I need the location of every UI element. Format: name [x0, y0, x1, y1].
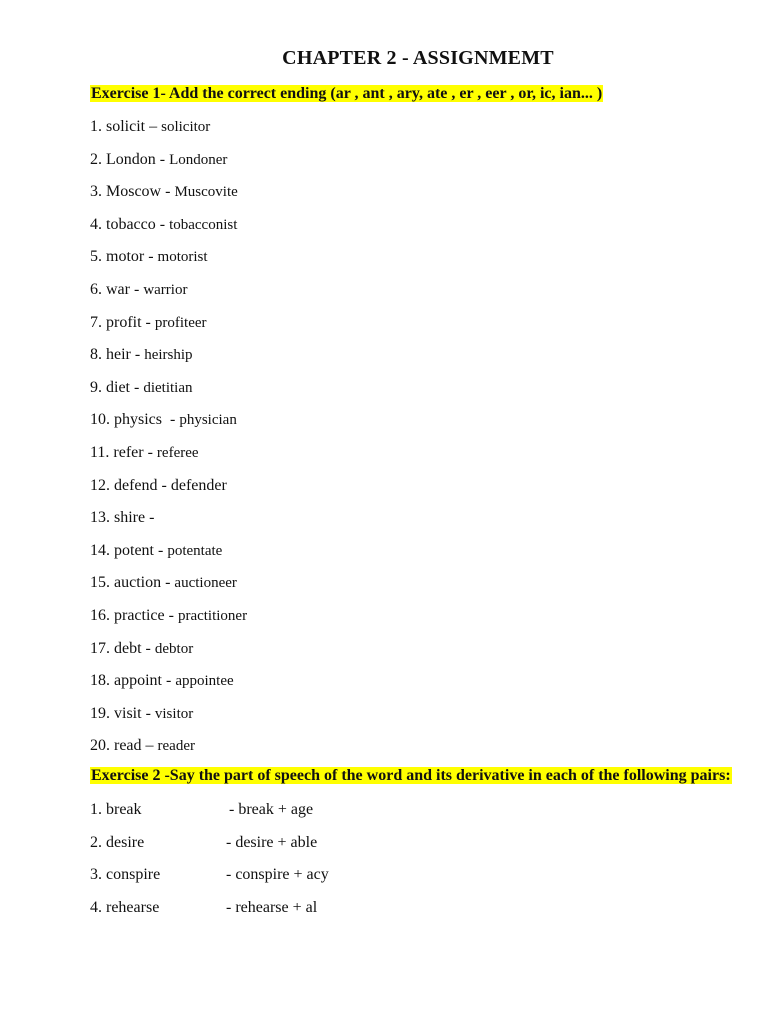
list-item — [90, 670, 247, 703]
item-separator: - — [157, 476, 171, 494]
exercise-2-list — [90, 799, 650, 929]
item-word: 17. debt — [90, 639, 142, 657]
item-separator: - — [144, 248, 158, 266]
list-item — [90, 377, 247, 410]
item-answer: appointee — [175, 673, 234, 690]
item-answer: practitioner — [177, 607, 248, 624]
item-word: 7. profit — [90, 313, 142, 331]
list-item — [90, 312, 247, 345]
pair-derivative: - break + age — [229, 801, 314, 818]
item-answer: Londoner — [169, 151, 228, 168]
item-word: 18. appoint — [90, 672, 162, 690]
item-answer: physician — [179, 412, 237, 429]
item-answer: auctioneer — [174, 575, 237, 592]
item-answer: dietitian — [143, 379, 193, 396]
list-item — [90, 246, 247, 279]
exercise-1-heading-text: Exercise 1- Add the correct ending (ar , ant , ary, ate , er , eer , or, ic, ian... ) — [91, 85, 603, 102]
item-word: 3. Moscow — [90, 183, 162, 201]
list-item — [90, 149, 247, 182]
item-word: 11. refer — [90, 443, 144, 461]
item-word: 14. potent — [90, 541, 154, 559]
item-word: 5. motor — [90, 248, 145, 266]
item-word: 1. solicit — [90, 118, 146, 135]
item-answer: reader — [157, 738, 195, 755]
item-separator: - — [143, 443, 157, 461]
item-word: 20. read — [90, 737, 142, 755]
list-item — [90, 572, 247, 605]
list-item — [90, 703, 247, 736]
exercise-1-list — [90, 116, 247, 768]
page-title: CHAPTER 2 - ASSIGNMEMT — [282, 47, 554, 69]
list-item — [90, 832, 650, 865]
list-item — [90, 116, 247, 149]
pair-derivative: - conspire + acy — [226, 866, 329, 884]
item-separator: - — [162, 672, 176, 690]
item-answer: tobacconist — [169, 216, 238, 233]
item-separator: - — [141, 313, 155, 331]
list-item — [90, 799, 650, 832]
item-word: 8. heir — [90, 346, 131, 364]
item-separator: - — [164, 606, 178, 624]
item-word: 10. physics — [90, 411, 162, 429]
item-separator: - — [154, 541, 168, 559]
item-separator: - — [162, 411, 180, 429]
list-item — [90, 279, 247, 312]
item-separator: - — [130, 378, 144, 396]
item-separator: - — [130, 346, 145, 364]
list-item — [90, 864, 650, 897]
item-answer: warrior — [143, 281, 188, 298]
item-separator: - — [141, 639, 155, 657]
item-word: 6. war — [90, 280, 130, 298]
item-word: 9. diet — [90, 378, 130, 396]
item-answer: motorist — [157, 249, 208, 266]
item-word: 2. London — [90, 150, 156, 168]
item-word: 15. auction — [90, 574, 162, 592]
list-item — [90, 605, 247, 638]
item-separator: – — [145, 118, 162, 135]
pair-derivative: - desire + able — [226, 833, 318, 851]
list-item — [90, 897, 650, 930]
list-item — [90, 214, 247, 247]
pair-word: 2. desire — [90, 833, 145, 851]
list-item — [90, 638, 247, 671]
item-answer: defender — [170, 476, 227, 494]
item-separator: - — [161, 183, 175, 201]
list-item — [90, 409, 247, 442]
item-answer: debtor — [154, 640, 194, 657]
item-separator: - — [129, 280, 144, 298]
item-word: 12. defend — [90, 476, 158, 494]
pair-derivative: - rehearse + al — [226, 898, 318, 916]
item-answer: profiteer — [154, 314, 207, 331]
item-answer: heirship — [144, 347, 193, 364]
item-answer: visitor — [154, 705, 194, 722]
item-word: 13. shire — [90, 509, 146, 527]
exercise-1-heading — [90, 84, 603, 104]
list-item — [90, 181, 247, 214]
item-answer: potentate — [167, 542, 223, 559]
list-item — [90, 475, 247, 508]
item-separator: - — [141, 704, 155, 722]
item-separator: - — [155, 215, 170, 233]
item-separator: - — [161, 574, 175, 592]
pair-word: 4. rehearse — [90, 898, 160, 916]
item-word: 16. practice — [90, 606, 165, 624]
item-answer: solicitor — [161, 119, 211, 135]
item-answer: Muscovite — [174, 184, 238, 201]
item-separator: - — [145, 509, 159, 527]
list-item — [90, 735, 247, 768]
exercise-2-heading-text: Exercise 2 -Say the part of speech of the word and its derivative in each of the following pairs: — [91, 767, 731, 784]
list-item — [90, 507, 247, 540]
list-item — [90, 540, 247, 573]
pair-word: 3. conspire — [90, 866, 161, 884]
pair-word: 1. break — [90, 801, 142, 818]
item-word: 4. tobacco — [90, 215, 156, 233]
item-separator: – — [141, 737, 158, 755]
exercise-2-heading — [90, 766, 732, 786]
list-item — [90, 344, 247, 377]
item-word: 19. visit — [90, 704, 142, 722]
item-answer: referee — [156, 444, 199, 461]
item-separator: - — [155, 150, 170, 168]
list-item — [90, 442, 247, 475]
